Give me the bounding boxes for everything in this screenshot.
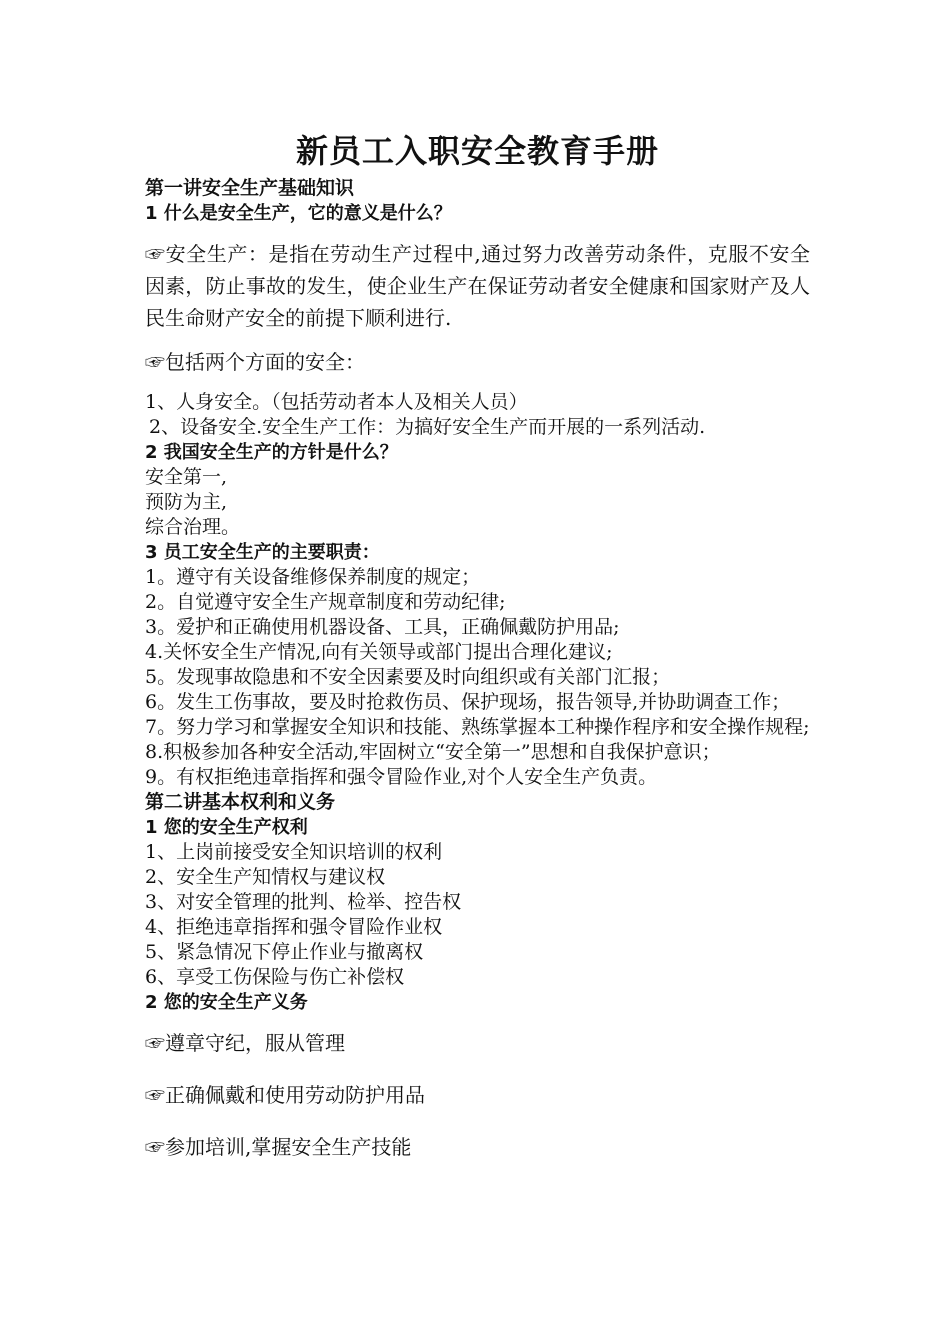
duties-item-2: ☞正确佩戴和使用劳动防护用品 — [145, 1083, 425, 1107]
document-title: 新员工入职安全教育手册 — [295, 132, 659, 170]
duties-item-3: ☞参加培训,掌握安全生产技能 — [145, 1135, 412, 1159]
q3-item-1: 1。遵守有关设备维修保养制度的规定； — [145, 566, 481, 588]
lecture2-heading: 第二讲基本权利和义务 — [145, 791, 336, 813]
q3-item-2: 2。自觉遵守安全生产规章制度和劳动纪律; — [145, 591, 506, 613]
q3-item-8: 8.积极参加各种安全活动,牢固树立“安全第一”思想和自我保护意识； — [145, 741, 721, 763]
duties-heading: 2 您的安全生产义务 — [145, 992, 308, 1013]
q3-item-4: 4.关怀安全生产情况,向有关领导或部门提出合理化建议; — [145, 641, 613, 663]
q2-line-1: 安全第一, — [145, 466, 228, 488]
rights-item-2: 2、安全生产知情权与建议权 — [145, 866, 386, 888]
duties-item-1: ☞遵章守纪，服从管理 — [145, 1031, 345, 1055]
rights-item-4: 4、拒绝违章指挥和强令冒险作业权 — [145, 916, 443, 938]
q3-item-9: 9。有权拒绝违章指挥和强令冒险作业,对个人安全生产负责。 — [145, 766, 658, 788]
q3-item-3: 3。爱护和正确使用机器设备、工具，正确佩戴防护用品; — [145, 616, 620, 638]
document-page — [145, 128, 810, 1163]
q1-item-2: 2、设备安全.安全生产工作：为搞好安全生产而开展的一系列活动. — [149, 416, 706, 438]
q1-paragraph-2: ☞包括两个方面的安全： — [145, 350, 365, 374]
q3-item-7: 7。努力学习和掌握安全知识和技能、熟练掌握本工种操作程序和安全操作规程; — [145, 716, 810, 738]
q3-item-5: 5。发现事故隐患和不安全因素要及时向组织或有关部门汇报； — [145, 666, 671, 688]
rights-item-3: 3、对安全管理的批判、检举、控告权 — [145, 891, 462, 913]
rights-heading: 1 您的安全生产权利 — [145, 817, 308, 838]
q2-line-3: 综合治理。 — [145, 516, 241, 538]
rights-item-5: 5、紧急情况下停止作业与撤离权 — [145, 941, 424, 963]
q1-paragraph-1: ☞安全生产：是指在劳动生产过程中,通过努力改善劳动条件，克服不安全因素，防止事故的发生，使企业生产在保证劳动者安全健康和国家财产及人民生命财产安全的前提下顺利进行. — [145, 242, 810, 330]
q2-line-2: 预防为主, — [145, 491, 228, 513]
q1-item-1: 1、人身安全。（包括劳动者本人及相关人员） — [145, 391, 528, 413]
rights-item-6: 6、享受工伤保险与伤亡补偿权 — [145, 966, 405, 988]
q3-item-6: 6。发生工伤事故，要及时抢救伤员、保护现场，报告领导,并协助调查工作； — [145, 691, 791, 713]
q2-heading: 2 我国安全生产的方针是什么？ — [145, 442, 398, 463]
q3-heading: 3 员工安全生产的主要职责： — [145, 542, 380, 563]
lecture1-heading: 第一讲安全生产基础知识 — [145, 177, 355, 199]
rights-item-1: 1、上岗前接受安全知识培训的权利 — [145, 841, 443, 863]
q1-heading: 1 什么是安全生产，它的意义是什么？ — [145, 203, 452, 224]
